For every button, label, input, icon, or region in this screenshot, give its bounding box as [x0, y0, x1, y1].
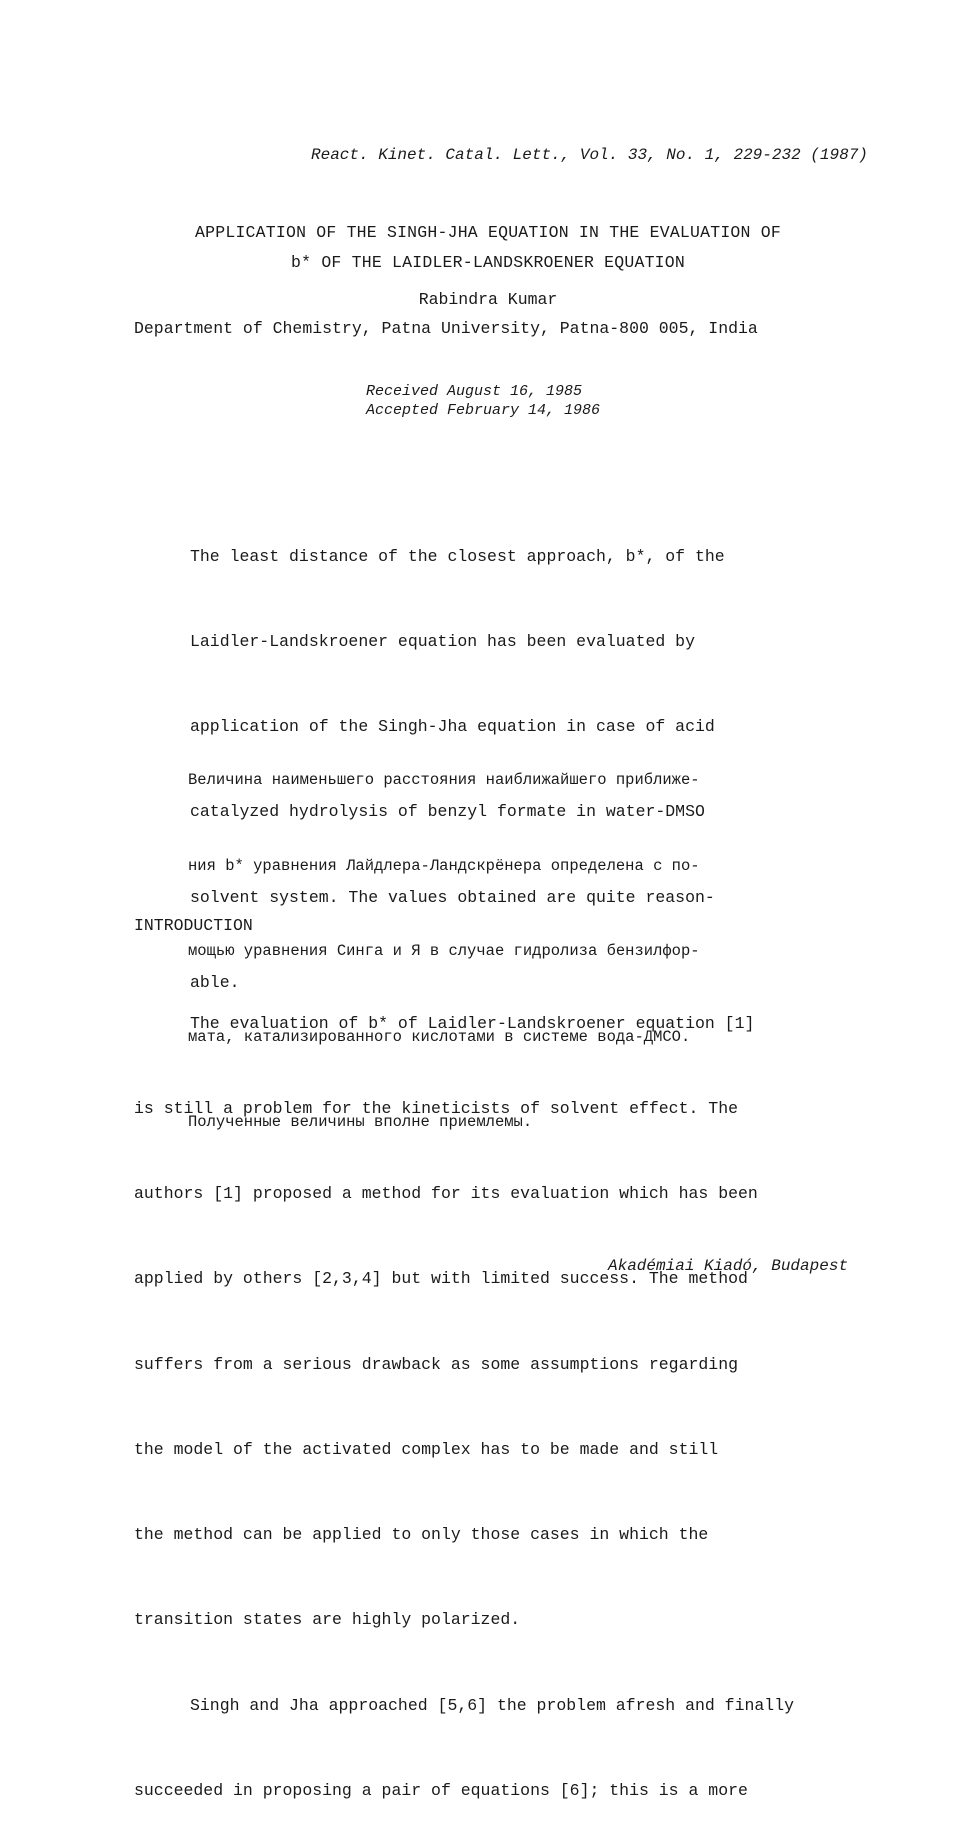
body-line: authors [1] proposed a method for its evaluation which has been [134, 1184, 758, 1204]
accepted-date: Accepted February 14, 1986 [366, 402, 601, 419]
body-line: suffers from a serious drawback as some assumptions regarding [134, 1354, 738, 1374]
abstract-line: ния b* уравнения Лайдлера-Ландскрёнера определена с по- [188, 856, 700, 875]
abstract-line: Полученные величины вполне приемлемы. [188, 1113, 533, 1131]
section-heading-introduction: INTRODUCTION [134, 916, 253, 935]
journal-reference: React. Kinet. Catal. Lett., Vol. 33, No. 1, 229-232 (1987) [311, 146, 868, 164]
body-line: transition states are highly polarized. [134, 1610, 521, 1630]
abstract-line: able. [190, 972, 240, 992]
abstract-line: The least distance of the closest approach, b*, of the [190, 546, 725, 566]
introduction-body [134, 953, 794, 1834]
abstract-line: Величина наименьшего расстояния наиближайшего приближе- [188, 771, 700, 789]
author-name: Rabindra Kumar [418, 290, 558, 309]
abstract-line: Laidler-Landskroener equation has been evaluated by [190, 632, 695, 652]
abstract-line: мощью уравнения Синга и Я в случае гидролиза бензилфор- [188, 942, 700, 960]
body-line: the model of the activated complex has to be made and still [134, 1439, 719, 1459]
body-line: the method can be applied to only those cases in which the [134, 1525, 709, 1545]
body-line: Singh and Jha approached [5,6] the problem afresh and finally [190, 1695, 794, 1715]
body-line: The evaluation of b* of Laidler-Landskroener equation [1] [190, 1013, 755, 1033]
body-line: applied by others [2,3,4] but with limited success. The method [134, 1269, 748, 1289]
publisher-footer: Akadémiai Kiadó, Budapest [608, 1257, 849, 1275]
received-date: Received August 16, 1985 [366, 383, 583, 400]
body-line: succeeded in proposing a pair of equations [6]; this is a more [134, 1780, 748, 1800]
author-affiliation: Department of Chemistry, Patna University, Patna-800 005, India [134, 319, 758, 338]
abstract-line: catalyzed hydrolysis of benzyl formate in water-DMSO [190, 802, 705, 822]
abstract-line: мата, катализированного кислотами в системе вода-ДМСО. [188, 1027, 691, 1046]
abstract-line: application of the Singh-Jha equation in case of acid [190, 717, 715, 737]
paper-title-line-2: b* OF THE LAIDLER-LANDSKROENER EQUATION [291, 253, 685, 272]
body-line: is still a problem for the kineticists of solvent effect. The [134, 1099, 738, 1119]
paper-title-line-1: APPLICATION OF THE SINGH-JHA EQUATION IN THE EVALUATION OF [195, 223, 781, 242]
abstract-line: solvent system. The values obtained are quite reason- [190, 887, 715, 907]
